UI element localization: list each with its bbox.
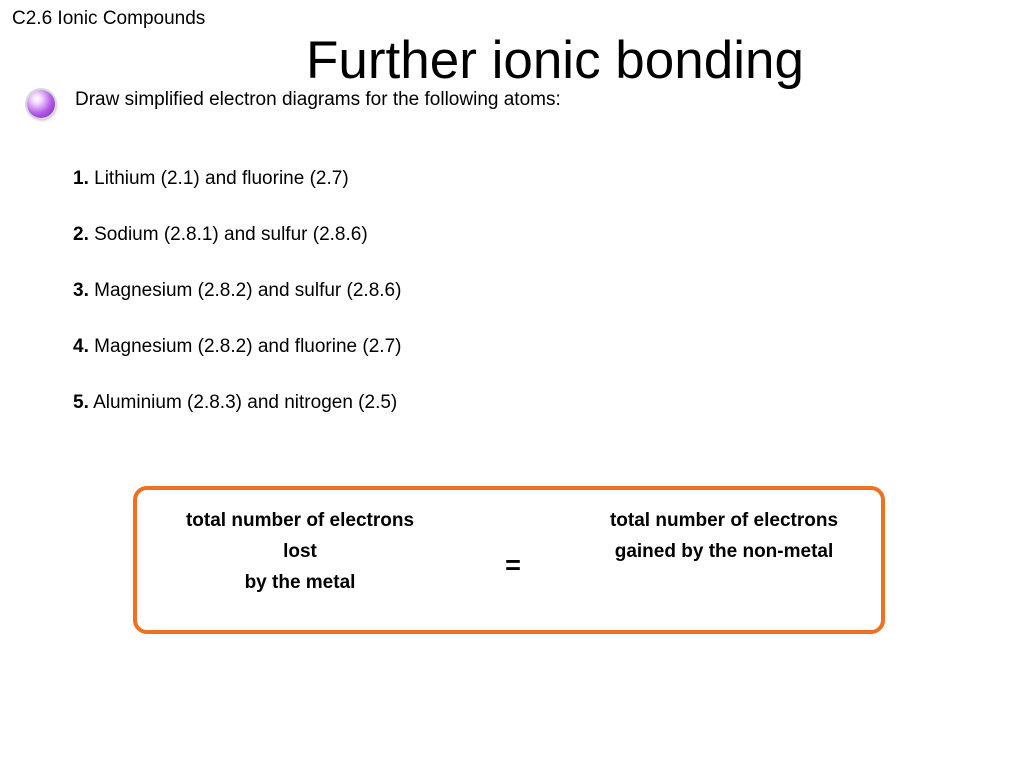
rule-left-text	[150, 505, 450, 598]
list-item	[73, 336, 401, 392]
question-text: Sodium (2.8.1) and sulfur (2.8.6)	[88, 224, 368, 245]
question-list	[73, 168, 401, 448]
section-label: C2.6 Ionic Compounds	[12, 8, 206, 29]
list-item	[73, 224, 401, 280]
question-text: Lithium (2.1) and fluorine (2.7)	[88, 168, 349, 189]
rule-right-line: gained by the non-metal	[614, 541, 834, 562]
rule-right-line: total number of electrons	[609, 510, 839, 531]
list-item	[73, 168, 401, 224]
question-number: 2.	[73, 224, 89, 245]
question-number: 5.	[73, 392, 89, 413]
question-text: Aluminium (2.8.3) and nitrogen (2.5)	[88, 392, 398, 413]
page-title: Further ionic bonding	[306, 31, 804, 90]
purple-sphere-bullet-icon	[27, 90, 55, 118]
question-number: 3.	[73, 280, 89, 301]
question-text: Magnesium (2.8.2) and fluorine (2.7)	[88, 336, 402, 357]
question-number: 4.	[73, 336, 89, 357]
rule-left-line: total number of electrons	[185, 510, 415, 531]
list-item	[73, 280, 401, 336]
list-item	[73, 392, 401, 448]
question-number: 1.	[73, 168, 89, 189]
rule-right-text	[574, 505, 874, 567]
rule-left-line: by the metal	[244, 572, 356, 593]
question-text: Magnesium (2.8.2) and sulfur (2.8.6)	[88, 280, 402, 301]
equals-sign: =	[505, 550, 521, 580]
rule-left-line: lost	[283, 541, 317, 562]
instruction-text: Draw simplified electron diagrams for the following atoms:	[75, 89, 561, 110]
